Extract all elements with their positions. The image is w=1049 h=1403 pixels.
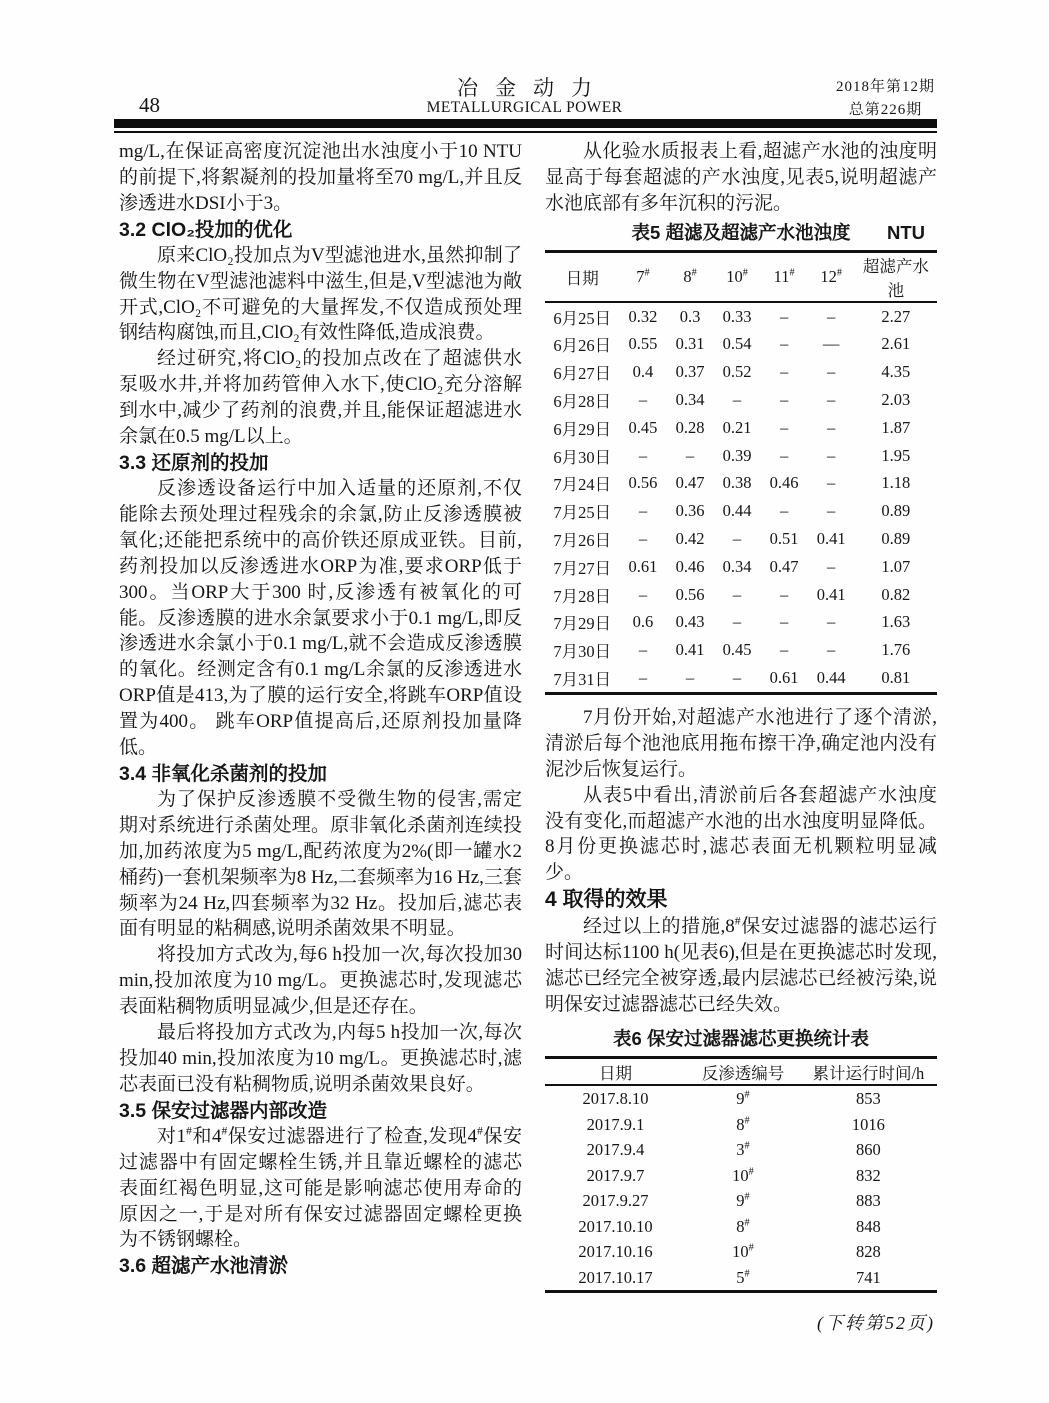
table-cell: 0.45 — [722, 640, 752, 660]
table-cell: – — [779, 334, 789, 354]
table-cell: 0.52 — [722, 362, 752, 382]
table-cell: 7月30日 — [553, 642, 612, 662]
table-cell: – — [779, 390, 789, 409]
table-cell: 1.87 — [881, 417, 911, 437]
column-header: 8# — [667, 251, 714, 302]
paragraph: 从表5中看出,清淤前后各套超滤产水浊度没有变化,而超滤产水池的出水浊度明显降低。8月份更换滤芯时,滤芯表面无机颗粒明显减少。 — [545, 784, 937, 884]
column-header: 12# — [808, 251, 855, 302]
table-cell: 2017.9.1 — [586, 1114, 645, 1134]
table-row — [545, 302, 937, 331]
column-header: 超滤产水池 — [855, 251, 937, 302]
table5-caption: 表5 超滤及超滤产水池浊度 NTU — [545, 220, 937, 246]
table-cell: 6月30日 — [553, 447, 612, 467]
paragraph: 从化验水质报表上看,超滤产水池的浊度明显高于每套超滤的产水浊度,见表5,说明超滤产水池底部有多年沉积的污泥。 — [545, 141, 937, 214]
table-cell: – — [827, 445, 836, 465]
table-cell: 0.44 — [816, 667, 846, 687]
table-cell: – — [779, 362, 789, 382]
table-cell: 1.07 — [881, 556, 911, 576]
table-row — [545, 497, 937, 525]
table-cell: – — [685, 667, 695, 687]
table-cell: – — [779, 306, 789, 326]
table-cell: 2017.9.7 — [586, 1165, 645, 1185]
column-header: 10# — [714, 251, 761, 302]
table-cell: – — [732, 528, 742, 548]
journal-title-cn: 冶金动力 — [457, 76, 609, 100]
table-cell: 7月31日 — [553, 669, 612, 689]
table-cell: 883 — [856, 1191, 881, 1211]
table5-container — [545, 220, 937, 695]
table-cell: – — [827, 362, 836, 382]
table-row — [545, 664, 937, 693]
table-cell: – — [827, 306, 836, 326]
section-heading: 3.2 ClO₂投加的优化 — [119, 218, 293, 241]
table-row — [545, 1163, 937, 1189]
paragraph: 最后将投加方式改为,内每5 h投加一次,每次投加40 min,投加浓度为10 mg/L。更换滤芯时,滤芯表面已没有粘稠物质,说明杀菌效果良好。 — [119, 1022, 522, 1095]
table-cell: 848 — [856, 1216, 881, 1236]
table-cell: 0.34 — [722, 556, 752, 576]
journal-title-en: METALLURGICAL POWER — [426, 99, 623, 116]
table-cell: 0.61 — [769, 667, 799, 687]
table-row — [545, 1137, 937, 1163]
header-row — [545, 1057, 937, 1085]
paragraph: mg/L,在保证高密度沉淀池出水浊度小于10 NTU的前提下,将絮凝剂的投加量将至70 mg/L,并且反渗透进水DSI小于3。 — [119, 141, 522, 214]
table-cell: 832 — [856, 1165, 881, 1185]
table-cell: – — [827, 556, 836, 576]
table-row — [545, 414, 937, 442]
table-cell: – — [827, 390, 836, 409]
header-rule-thin — [114, 131, 937, 133]
paragraph: 经过研究,将ClO₂的投加点改在了超滤供水泵吸水井,并将加药管伸入水下,使ClO₂充分溶解到水中,减少了药剂的浪费,并且,能保证超滤进水余氯在0.5 mg/L以上。 — [119, 348, 522, 448]
table6-container — [545, 1026, 937, 1294]
table-cell: 0.38 — [722, 473, 752, 493]
table-row — [545, 331, 937, 359]
table-cell: 0.47 — [675, 473, 705, 493]
table-cell: 860 — [856, 1140, 881, 1160]
table-cell: 2017.10.17 — [578, 1267, 653, 1287]
table-cell: 1.63 — [881, 612, 911, 632]
table-cell: 0.4 — [632, 362, 654, 382]
column-header: 11# — [761, 251, 808, 302]
table-row — [545, 1265, 937, 1292]
table-cell: 2.61 — [881, 334, 911, 354]
table-cell: – — [779, 417, 789, 437]
table-cell: 0.89 — [881, 501, 911, 521]
table-row — [545, 358, 937, 386]
table-cell: 0.41 — [816, 528, 846, 548]
table5-unit: NTU — [886, 221, 925, 243]
table-cell: 7月29日 — [553, 614, 612, 634]
table-cell: – — [638, 640, 648, 660]
table-cell: 2017.8.10 — [582, 1089, 649, 1109]
table-cell: – — [827, 473, 836, 493]
table-row — [545, 470, 937, 498]
table-cell: 0.42 — [675, 528, 705, 548]
table-cell: – — [732, 584, 742, 604]
table-cell: 2.27 — [881, 306, 911, 326]
table-cell: 7月26日 — [553, 530, 612, 550]
table-cell: 0.44 — [722, 501, 752, 521]
table-cell: 6月26日 — [553, 336, 612, 356]
table-cell: – — [779, 445, 789, 465]
table-cell: 2017.9.4 — [586, 1140, 645, 1160]
table-cell: 0.45 — [628, 417, 658, 437]
table-cell: 853 — [856, 1089, 881, 1109]
table-cell: 7月28日 — [553, 586, 612, 606]
table-row — [545, 386, 937, 414]
table-cell: 0.3 — [679, 306, 701, 326]
table-cell: 8# — [736, 1216, 750, 1236]
table-row — [545, 1112, 937, 1138]
table-cell: 2017.10.10 — [578, 1216, 653, 1236]
table-cell: – — [685, 445, 695, 465]
table-cell: 741 — [856, 1267, 881, 1287]
table-cell: 2.03 — [881, 390, 911, 409]
paragraph: 原来ClO₂投加点为V型滤池进水,虽然抑制了微生物在V型滤池滤料中滋生,但是,V型滤池为敞开式,ClO₂不可避免的大量挥发,不仅造成预处理钢结构腐蚀,而且,ClO₂有效性降低,造成浪费。 — [119, 244, 522, 344]
column-header: 累计运行时间/h — [800, 1057, 937, 1085]
table-row — [545, 1188, 937, 1214]
table-cell: – — [638, 667, 648, 687]
header-rule-thick — [114, 119, 937, 128]
table-cell: – — [732, 667, 742, 687]
table-cell: 0.28 — [675, 417, 705, 437]
table-row — [545, 636, 937, 664]
section-heading: 4 取得的效果 — [545, 888, 668, 912]
table-cell: 0.46 — [769, 473, 799, 493]
table-cell: – — [732, 390, 742, 409]
table-cell: 0.43 — [675, 612, 705, 632]
table-cell: 0.37 — [675, 362, 705, 382]
table-cell: 0.34 — [675, 390, 705, 409]
table-cell: – — [638, 584, 648, 604]
table-cell: 0.46 — [675, 556, 705, 576]
table-cell: 0.47 — [769, 556, 799, 576]
table-cell: 2017.9.27 — [582, 1191, 649, 1211]
table-cell: – — [638, 390, 648, 409]
table-cell: –– — [822, 334, 840, 354]
section-heading: 3.5 保安过滤器内部改造 — [119, 1099, 328, 1122]
table-cell: 3# — [736, 1140, 750, 1160]
table-cell: 1.18 — [881, 473, 911, 493]
table-cell: 6月28日 — [553, 392, 612, 411]
table-cell: 5# — [736, 1267, 750, 1287]
table-cell: 0.41 — [675, 640, 705, 660]
table-cell: 1.76 — [881, 640, 911, 660]
paragraph: 7月份开始,对超滤产水池进行了逐个清淤,清淤后每个池池底用拖布擦干净,确定池内没有泥沙后恢复运行。 — [545, 706, 937, 780]
table-cell: 0.51 — [769, 528, 799, 548]
table-cell: 9# — [736, 1089, 750, 1109]
table6 — [545, 1056, 937, 1294]
table-cell: 7月25日 — [553, 503, 612, 523]
paragraph: 反渗透设备运行中加入适量的还原剂,不仅能除去预处理过程残余的余氯,防止反渗透膜被氧化;还能把系统中的高价铁还原成亚铁。目前,药剂投加以反渗透进水ORP为准,要求ORP低于300。当ORP大于300 时,反渗透有被氧化的可能。反渗透膜的进水余氯要求小于0.1 mg/L,即反渗透进水余氯小于0.1 mg/L,就不会造成反渗透膜的氧化。经测定含有0.1 mg/L余氯的反渗透进水 ORP值是413,为了膜的运行安全,将跳车ORP值设置为400。 跳车ORP值提高后,还原剂投加量降低。 — [119, 477, 522, 759]
table-cell: 6月25日 — [553, 308, 612, 328]
table-cell: 6月27日 — [553, 364, 612, 384]
table-cell: – — [827, 501, 836, 521]
table-cell: 0.33 — [722, 306, 752, 326]
column-header: 日期 — [545, 1057, 686, 1085]
left-column — [119, 139, 522, 1403]
table-cell: 0.56 — [675, 584, 705, 604]
table6-caption: 表6 保安过滤器滤芯更换统计表 — [613, 1027, 869, 1049]
table-cell: 7月24日 — [553, 475, 612, 495]
table-cell: 6月29日 — [553, 419, 612, 439]
right-column — [545, 139, 937, 1403]
table-cell: 0.56 — [628, 473, 658, 493]
paragraph: 为了保护反渗透膜不受微生物的侵害,需定期对系统进行杀菌处理。原非氧化杀菌剂连续投加,加药浓度为5 mg/L,配药浓度为2%(即一罐水2桶药)一套机架频率为8 Hz,二套频率为16 Hz,三套频率为24 Hz,四套频率为32 Hz。投加后,滤芯表面有明显的粘稠感,说明杀菌效果不明显。 — [119, 788, 522, 940]
paragraph: 对1#和4#保安过滤器进行了检查,发现4#保安过滤器中有固定螺栓生锈,并且靠近螺栓的滤芯表面红褐色明显,这可能是影响滤芯使用寿命的原因之一,于是对所有保安过滤器固定螺栓更换为不锈钢螺栓。 — [119, 1124, 522, 1251]
issue-line-2: 总第226期 — [848, 102, 923, 118]
table-cell: 0.89 — [881, 528, 911, 548]
table-row — [545, 442, 937, 470]
table-cell: 0.61 — [628, 556, 658, 576]
table-cell: 0.32 — [628, 306, 658, 326]
section-heading: 3.4 非氧化杀菌剂的投加 — [119, 762, 328, 785]
table-cell: 10# — [732, 1242, 754, 1262]
table-cell: 1.95 — [881, 445, 911, 465]
paragraph: 经过以上的措施,8#保安过滤器的滤芯运行时间达标1100 h(见表6),但是在更换滤芯时发现,滤芯已经完全被穿透,最内层滤芯已经被污染,说明保安过滤器滤芯已经失效。 — [545, 914, 937, 1015]
table-row — [545, 553, 937, 581]
table-cell: 0.81 — [881, 667, 911, 687]
table-cell: – — [779, 501, 789, 521]
table-row — [545, 581, 937, 609]
table5 — [545, 250, 937, 695]
table-cell: 828 — [856, 1242, 881, 1262]
table-cell: 0.82 — [881, 584, 911, 604]
table-cell: – — [638, 501, 648, 521]
paragraph: 将投加方式改为,每6 h投加一次,每次投加30 min,投加浓度为10 mg/L。更换滤芯时,发现滤芯表面粘稠物质明显减少,但是还存在。 — [119, 944, 522, 1018]
continuation-note: (下转第52页) — [817, 1313, 935, 1334]
table-cell: 0.31 — [675, 334, 705, 354]
table-cell: 2017.10.16 — [578, 1242, 653, 1262]
table-cell: 0.21 — [722, 417, 752, 437]
page-number: 48 — [139, 93, 160, 117]
table-cell: 7月27日 — [553, 558, 612, 578]
table-row — [545, 525, 937, 553]
table-row — [545, 608, 937, 636]
table-cell: 0.41 — [816, 584, 846, 604]
table-cell: 8# — [736, 1114, 750, 1134]
issue-info — [836, 76, 935, 122]
issue-line-1: 2018年第12期 — [835, 79, 935, 95]
table-cell: 0.54 — [722, 334, 752, 354]
table-cell: – — [779, 640, 789, 660]
table-row — [545, 1239, 937, 1265]
column-header: 日期 — [545, 251, 619, 302]
table-cell: – — [827, 640, 836, 660]
table-cell: 10# — [732, 1165, 754, 1185]
header-row — [545, 251, 937, 302]
table-cell: – — [779, 584, 789, 604]
section-heading: 3.6 超滤产水池清淤 — [119, 1255, 289, 1278]
table-cell: 1016 — [851, 1114, 885, 1134]
table-cell: – — [779, 612, 789, 632]
column-header: 反渗透编号 — [686, 1057, 800, 1085]
table-cell: – — [638, 445, 648, 465]
table-cell: – — [638, 528, 648, 548]
table-cell: 4.35 — [881, 362, 911, 382]
table-cell: 0.55 — [628, 334, 658, 354]
table-cell: – — [732, 612, 742, 632]
table-row — [545, 1214, 937, 1240]
table-cell: 0.6 — [632, 612, 654, 632]
table-cell: – — [827, 417, 836, 437]
table-cell: – — [827, 612, 836, 632]
table-cell: 0.39 — [722, 445, 752, 465]
table-cell: 9# — [736, 1191, 750, 1211]
column-header: 7# — [619, 251, 666, 302]
section-heading: 3.3 还原剂的投加 — [119, 451, 269, 474]
table-row — [545, 1085, 937, 1112]
table-cell: 0.36 — [675, 501, 705, 521]
